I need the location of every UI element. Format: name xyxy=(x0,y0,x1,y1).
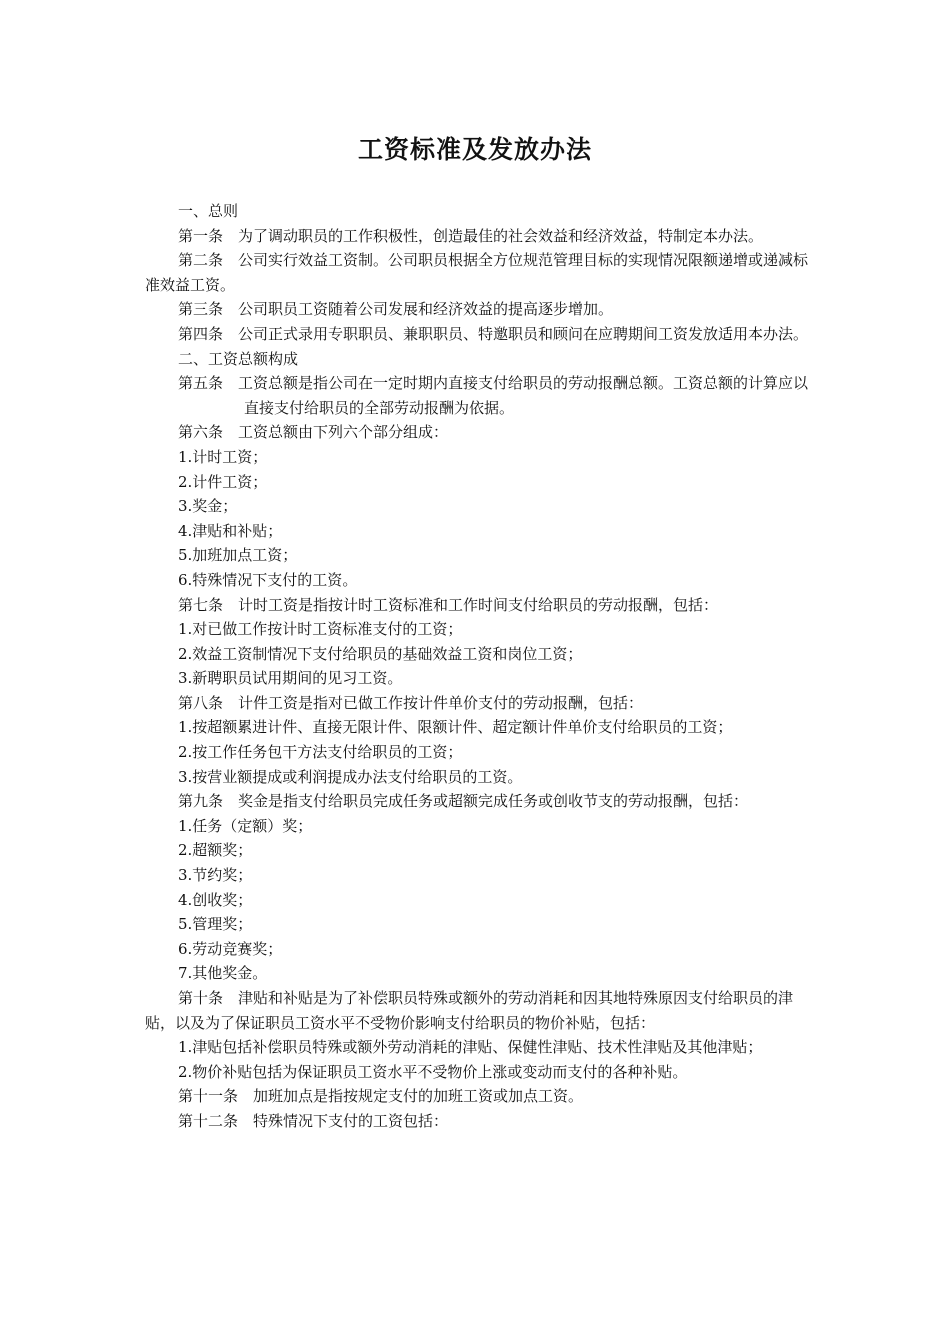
list-item: 3.节约奖； xyxy=(178,866,253,885)
list-item: 5.加班加点工资； xyxy=(178,546,298,565)
article-6: 第六条 工资总额由下列六个部分组成： xyxy=(178,423,449,442)
article-12: 第十二条 特殊情况下支付的工资包括： xyxy=(178,1111,449,1130)
list-item: 2.按工作任务包干方法支付给职员的工资； xyxy=(178,743,463,762)
list-item: 3.新聘职员试用期间的见习工资。 xyxy=(178,669,403,688)
section-heading-wage-composition: 二、工资总额构成 xyxy=(178,349,299,368)
article-8: 第八条 计件工资是指对已做工作按计件单价支付的劳动报酬，包括： xyxy=(178,693,644,712)
article-11: 第十一条 加班加点是指按规定支付的加班工资或加点工资。 xyxy=(178,1087,584,1106)
document-title: 工资标准及发放办法 xyxy=(357,135,592,164)
list-item: 5.管理奖； xyxy=(178,915,253,934)
list-item: 1.任务（定额）奖； xyxy=(178,816,313,835)
list-item: 3.按营业额提成或利润提成办法支付给职员的工资。 xyxy=(178,767,523,786)
section-heading-general: 一、总则 xyxy=(178,202,239,220)
article-7: 第七条 计时工资是指按计时工资标准和工作时间支付给职员的劳动报酬，包括： xyxy=(178,595,719,614)
article-4: 第四条 公司正式录用专职职员、兼职职员、特邀职员和顾问在应聘期间工资发放适用本办法。 xyxy=(178,324,809,343)
article-3: 第三条 公司职员工资随着公司发展和经济效益的提高逐步增加。 xyxy=(178,300,614,319)
article-5: 第五条 工资总额是指公司在一定时期内直接支付给职员的劳动报酬总额。工资总额的计算应以直接支付给职员的全部劳动报酬为依据。 xyxy=(178,374,809,417)
document-body xyxy=(145,199,815,1134)
list-item: 2.计件工资； xyxy=(178,472,268,491)
list-item: 2.效益工资制情况下支付给职员的基础效益工资和岗位工资； xyxy=(178,644,583,663)
list-item: 6.特殊情况下支付的工资。 xyxy=(178,570,358,589)
article-10: 第十条 津贴和补贴是为了补偿职员特殊或额外的劳动消耗和因其地特殊原因支付给职员的津贴，以及为了保证职员工资水平不受物价影响支付给职员的物价补贴，包括： xyxy=(145,989,794,1032)
list-item: 4.津贴和补贴； xyxy=(178,521,283,540)
list-item: 1.对已做工作按计时工资标准支付的工资； xyxy=(178,620,463,639)
list-item: 1.按超额累进计件、直接无限计件、限额计件、超定额计件单价支付给职员的工资； xyxy=(178,718,733,737)
list-item: 7.其他奖金。 xyxy=(178,964,268,983)
list-item: 1.计时工资； xyxy=(178,447,268,466)
list-item: 4.创收奖； xyxy=(178,890,253,909)
article-2: 第二条 公司实行效益工资制。公司职员根据全方位规范管理目标的实现情况限额递增或递减标准效益工资。 xyxy=(145,251,809,294)
list-item: 2.物价补贴包括为保证职员工资水平不受物价上涨或变动而支付的各种补贴。 xyxy=(178,1062,688,1081)
list-item: 3.奖金； xyxy=(178,497,238,516)
article-9: 第九条 奖金是指支付给职员完成任务或超额完成任务或创收节支的劳动报酬，包括： xyxy=(178,792,749,811)
list-item: 6.劳动竞赛奖； xyxy=(178,939,283,958)
list-item: 1.津贴包括补偿职员特殊或额外劳动消耗的津贴、保健性津贴、技术性津贴及其他津贴； xyxy=(178,1038,763,1057)
list-item: 2.超额奖； xyxy=(178,841,253,860)
article-1: 第一条 为了调动职员的工作积极性，创造最佳的社会效益和经济效益，特制定本办法。 xyxy=(178,226,764,245)
